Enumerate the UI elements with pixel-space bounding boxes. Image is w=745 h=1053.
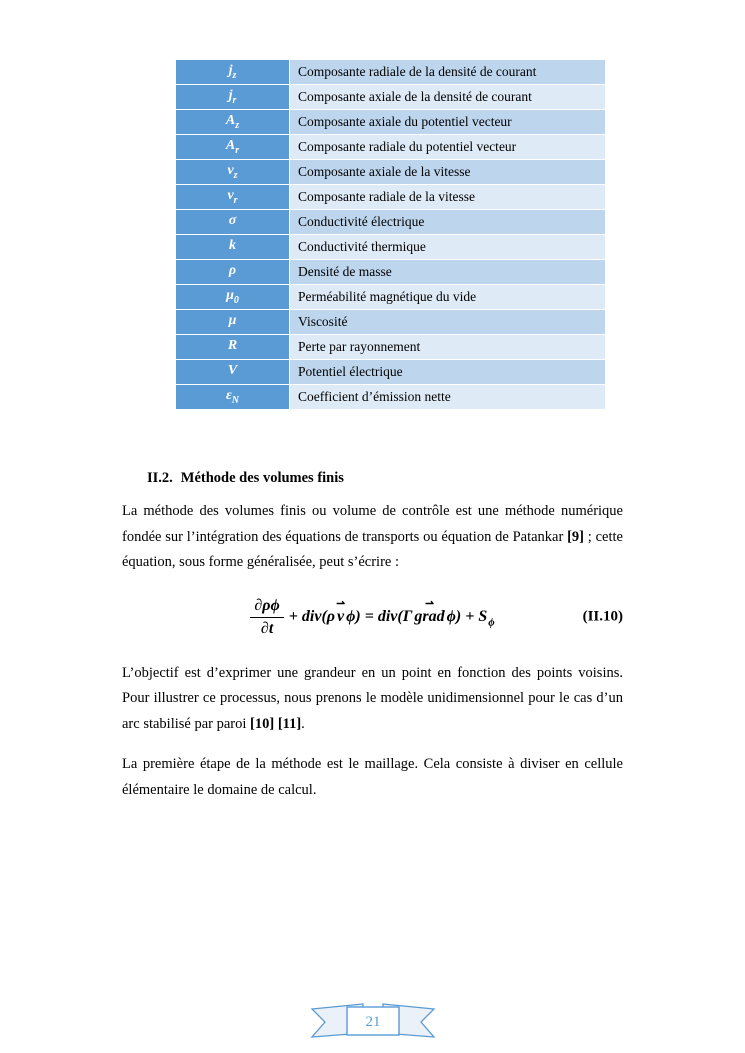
- table-row: [176, 135, 606, 160]
- symbol-cell: $v_z$: [176, 160, 290, 185]
- description-cell: Perméabilité magnétique du vide: [290, 285, 606, 310]
- description-cell: Coefficient d’émission nette: [290, 385, 606, 410]
- page-number: 21: [365, 1014, 380, 1030]
- table-row: [176, 260, 606, 285]
- description-cell: Composante radiale du potentiel vecteur: [290, 135, 606, 160]
- description-cell: Potentiel électrique: [290, 360, 606, 385]
- table-row: [176, 235, 606, 260]
- description-cell: Conductivité électrique: [290, 210, 606, 235]
- symbol-cell: $A_z$: [176, 110, 290, 135]
- nomenclature-table: [175, 59, 606, 410]
- equation-label: (II.10): [582, 608, 623, 625]
- paragraph: L’objectif est d’exprimer une grandeur en un point en fonction des points voisins. Pour illustrer ce processus, nous prenons le modèle unidimensionnel pour le cas d’un arc stabilisé par paroi [10] [11].: [122, 664, 623, 732]
- table-row: [176, 110, 606, 135]
- description-cell: Viscosité: [290, 310, 606, 335]
- vector-grad: grad ⇀: [414, 609, 444, 625]
- description-cell: Perte par rayonnement: [290, 335, 606, 360]
- description-cell: Composante axiale de la densité de courant: [290, 85, 606, 110]
- description-cell: Densité de masse: [290, 260, 606, 285]
- description-cell: Composante axiale du potentiel vecteur: [290, 110, 606, 135]
- section-title: Méthode des volumes finis: [180, 470, 344, 486]
- paragraph: La première étape de la méthode est le maillage. Cela consiste à diviser en cellule élémentaire le domaine de calcul.: [122, 756, 623, 798]
- symbol-cell: $v_r$: [176, 185, 290, 210]
- table-row: [176, 85, 606, 110]
- table-row: [176, 310, 606, 335]
- symbol-cell: $A_r$: [176, 135, 290, 160]
- symbol-cell: $j_r$: [176, 85, 290, 110]
- description-cell: Conductivité thermique: [290, 235, 606, 260]
- symbol-cell: μ: [176, 310, 290, 335]
- symbol-cell: σ: [176, 210, 290, 235]
- fraction: $\frac{\partial\rho\phi}{\partial t}$: [250, 598, 283, 637]
- ribbon-graphic: [307, 1000, 439, 1042]
- table-row: [176, 210, 606, 235]
- text-column: [122, 470, 623, 818]
- table-row: [176, 335, 606, 360]
- table-row: [176, 185, 606, 210]
- table-row: [176, 60, 606, 85]
- paragraph: La méthode des volumes finis ou volume de contrôle est une méthode numérique fondée sur l’intégration des équations de transports ou équation de Patankar [9] ; cette équation, sous forme généralisée, peut s’écrire :: [122, 503, 623, 570]
- symbol-cell: V: [176, 360, 290, 385]
- symbol-cell: $j_z$: [176, 60, 290, 85]
- section-number: II.2.: [147, 470, 173, 486]
- table-row: [176, 360, 606, 385]
- section-heading: [147, 470, 623, 487]
- reference-citation: [10] [11]: [250, 715, 302, 732]
- symbol-cell: $\varepsilon_N$: [176, 385, 290, 410]
- symbol-cell: R: [176, 335, 290, 360]
- vector-v: v ⇀: [337, 609, 344, 625]
- symbol-cell: ρ: [176, 260, 290, 285]
- table-row: [176, 385, 606, 410]
- reference-citation: [9]: [567, 528, 585, 545]
- description-cell: Composante radiale de la densité de courant: [290, 60, 606, 85]
- symbol-cell: k: [176, 235, 290, 260]
- description-cell: Composante axiale de la vitesse: [290, 160, 606, 185]
- table-row: [176, 285, 606, 310]
- page-number-ribbon: [307, 1000, 439, 1042]
- symbol-cell: $\mu_0$: [176, 285, 290, 310]
- description-cell: Composante radiale de la vitesse: [290, 185, 606, 210]
- equation: $\frac{\partial\rho\phi}{\partial t}$ + div(ρ v ⇀ ϕ) = div(Γ grad ⇀ $\phi) + S_\phi$ (II.10): [122, 598, 623, 637]
- table-row: [176, 160, 606, 185]
